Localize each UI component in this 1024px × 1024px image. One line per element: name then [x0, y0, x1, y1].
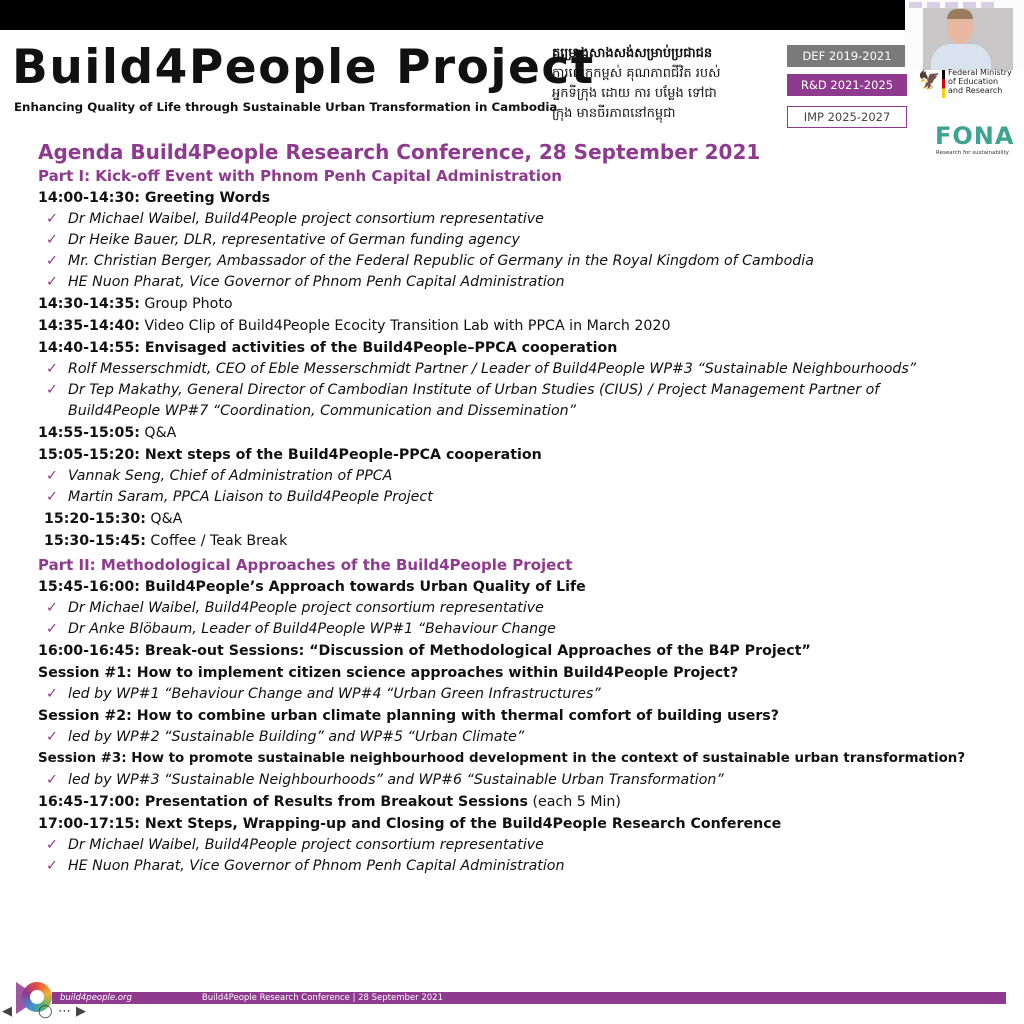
item-text: Dr Michael Waibel, Build4People project consortium representative	[68, 837, 544, 853]
slot-time: 14:35-14:40:	[38, 318, 140, 334]
session-heading	[38, 705, 1013, 727]
list-item	[38, 380, 1013, 422]
zoom-icon[interactable]: ◯	[38, 1004, 53, 1019]
agenda-title: Agenda Build4People Research Conference, 28 September 2021	[38, 140, 761, 164]
check-icon: ✓	[46, 489, 58, 505]
slot-title: Build4People’s Approach towards Urban Quality of Life	[139, 579, 586, 595]
khmer-line: គម្រោងសាងសង់សម្រាប់ប្រជាជន	[552, 46, 713, 61]
check-icon: ✓	[46, 211, 58, 227]
part-1-heading: Part I: Kick-off Event with Phnom Penh Capital Administration	[38, 167, 562, 185]
slot-title: Q&A	[145, 511, 183, 527]
footer-website: build4people.org	[60, 993, 132, 1003]
slot-time: 14:40-14:55:	[38, 340, 140, 356]
list-item	[38, 598, 1013, 619]
item-text: Martin Saram, PPCA Liaison to Build4People Project	[68, 489, 433, 505]
agenda-slot	[38, 813, 1013, 835]
slot-title: Q&A	[139, 425, 177, 441]
check-icon: ✓	[46, 837, 58, 853]
fona-subtitle: Research for sustainability	[936, 150, 1009, 156]
session-title: Session #1: How to implement citizen science approaches within Build4People Project?	[38, 665, 739, 681]
slide-footer	[52, 992, 1006, 1004]
khmer-line: ការលើកកម្ពស់ គុណភាពជីវិត របស់	[552, 66, 721, 81]
check-icon: ✓	[46, 621, 58, 637]
check-icon: ✓	[46, 361, 58, 377]
khmer-line: ក្រុង មានចីរភាពនៅកម្ពុជា	[552, 106, 676, 121]
slot-note: (each 5 Min)	[527, 794, 621, 810]
agenda-slot	[38, 315, 1013, 337]
slot-time: 16:45-17:00:	[38, 794, 140, 810]
list-item	[38, 619, 1013, 640]
slot-time: 15:30-15:45:	[44, 533, 146, 549]
german-flag-icon	[942, 70, 945, 98]
session-heading	[38, 748, 1013, 770]
agenda-slot	[38, 791, 1013, 813]
slot-title: Next steps of the Build4People-PPCA cooperation	[139, 447, 542, 463]
agenda-slot	[38, 640, 1013, 662]
list-item	[38, 209, 1013, 230]
list-item	[38, 230, 1013, 251]
item-text: led by WP#1 “Behaviour Change and WP#4 “Urban Green Infrastructures”	[68, 686, 601, 702]
item-text: Rolf Messerschmidt, CEO of Eble Messerschmidt Partner / Leader of Build4People WP#3 “Sustainable Neighbourhoods”	[68, 361, 917, 377]
slot-time: 14:00-14:30:	[38, 190, 140, 206]
slot-title: Presentation of Results from Breakout Sessions	[139, 794, 528, 810]
back-arrow-icon[interactable]: ◀	[2, 1004, 12, 1019]
item-text: HE Nuon Pharat, Vice Governor of Phnom Penh Capital Administration	[68, 858, 565, 874]
list-item	[38, 770, 1013, 791]
item-text: led by WP#2 “Sustainable Building” and WP#5 “Urban Climate”	[68, 729, 525, 745]
list-item	[38, 272, 1013, 293]
slot-time: 17:00-17:15:	[38, 816, 140, 832]
ministry-line: of Education	[948, 77, 999, 86]
project-title: Build4People Project	[12, 40, 595, 95]
item-text: Dr Michael Waibel, Build4People project consortium representative	[68, 600, 544, 616]
check-icon: ✓	[46, 772, 58, 788]
fona-logo: FONA	[935, 122, 1015, 150]
slot-time: 14:55-15:05:	[38, 425, 140, 441]
list-item	[38, 359, 1013, 380]
agenda-slot	[38, 187, 1013, 209]
slot-time: 16:00-16:45:	[38, 643, 140, 659]
item-text: Dr Michael Waibel, Build4People project consortium representative	[68, 211, 544, 227]
list-item	[38, 727, 1013, 748]
more-icon[interactable]: ⋯	[58, 1004, 71, 1019]
agenda-slot	[38, 530, 1013, 552]
item-text: Dr Tep Makathy, General Director of Cambodian Institute of Urban Studies (CIUS) / Project Management Partner of	[68, 382, 880, 398]
check-icon: ✓	[46, 729, 58, 745]
agenda-slot	[38, 508, 1013, 530]
slot-title: Coffee / Teak Break	[145, 533, 288, 549]
check-icon: ✓	[46, 232, 58, 248]
item-text: HE Nuon Pharat, Vice Governor of Phnom Penh Capital Administration	[68, 274, 565, 290]
list-item	[38, 684, 1013, 705]
check-icon: ✓	[46, 468, 58, 484]
phase-def-badge: DEF 2019-2021	[787, 45, 907, 67]
slot-title: Next Steps, Wrapping-up and Closing of the Build4People Research Conference	[139, 816, 782, 832]
item-text: Dr Heike Bauer, DLR, representative of German funding agency	[68, 232, 520, 248]
slot-time: 15:20-15:30:	[44, 511, 146, 527]
item-text: Build4People WP#7 “Coordination, Communication and Dissemination”	[68, 403, 576, 419]
project-subtitle: Enhancing Quality of Life through Sustainable Urban Transformation in Cambodia	[14, 100, 558, 114]
check-icon: ✓	[46, 274, 58, 290]
ministry-name	[948, 68, 1018, 95]
slot-time: 15:05-15:20:	[38, 447, 140, 463]
agenda	[38, 140, 1013, 877]
check-icon: ✓	[46, 382, 58, 398]
list-item	[38, 487, 1013, 508]
slot-time: 15:45-16:00:	[38, 579, 140, 595]
forward-arrow-icon[interactable]: ▶	[76, 1004, 86, 1019]
slot-title: Envisaged activities of the Build4People–PPCA cooperation	[139, 340, 618, 356]
ministry-line: Federal Ministry	[948, 68, 1012, 77]
ministry-line: and Research	[948, 86, 1003, 95]
agenda-slot	[38, 576, 1013, 598]
session-title: Session #3: How to promote sustainable neighbourhood development in the context of sustainable urban transformation?	[38, 751, 966, 766]
top-black-bar	[0, 0, 1024, 30]
item-text: Dr Anke Blöbaum, Leader of Build4People WP#1 “Behaviour Change	[68, 621, 556, 637]
slot-title: Greeting Words	[139, 190, 271, 206]
agenda-slot	[38, 337, 1013, 359]
check-icon: ✓	[46, 253, 58, 269]
slot-title: Group Photo	[139, 296, 233, 312]
slot-time: 14:30-14:35:	[38, 296, 140, 312]
phase-rd-badge: R&D 2021-2025	[787, 74, 907, 96]
item-text: led by WP#3 “Sustainable Neighbourhoods” and WP#6 “Sustainable Urban Transformation”	[68, 772, 724, 788]
item-text: Mr. Christian Berger, Ambassador of the Federal Republic of Germany in the Royal Kingdom of Cambodia	[68, 253, 814, 269]
agenda-slot	[38, 293, 1013, 315]
list-item	[38, 835, 1013, 856]
participant-video-thumbnail[interactable]	[905, 0, 1024, 70]
item-text: Vannak Seng, Chief of Administration of PPCA	[68, 468, 393, 484]
session-title: Session #2: How to combine urban climate planning with thermal comfort of building users?	[38, 708, 779, 724]
phase-imp-badge: IMP 2025-2027	[787, 106, 907, 128]
khmer-title	[552, 44, 782, 124]
agenda-slot	[38, 422, 1013, 444]
slot-title: Video Clip of Build4People Ecocity Transition Lab with PPCA in March 2020	[139, 318, 671, 334]
presenter-shirt	[931, 44, 991, 70]
presenter-hair	[947, 9, 973, 19]
check-icon: ✓	[46, 686, 58, 702]
list-item	[38, 251, 1013, 272]
khmer-line: អ្នកទីក្រុង ដោយ ការ បម្លែង ទៅជា	[552, 86, 717, 101]
slot-title: Break-out Sessions: “Discussion of Methodological Approaches of the B4P Project”	[139, 643, 811, 659]
list-item	[38, 856, 1013, 877]
list-item	[38, 466, 1013, 487]
part-2-heading: Part II: Methodological Approaches of the Build4People Project	[38, 556, 573, 574]
agenda-slot	[38, 444, 1013, 466]
eagle-icon: 🦅	[918, 70, 941, 91]
check-icon: ✓	[46, 858, 58, 874]
check-icon: ✓	[46, 600, 58, 616]
footer-conference: Build4People Research Conference | 28 September 2021	[201, 993, 443, 1003]
session-heading	[38, 662, 1013, 684]
